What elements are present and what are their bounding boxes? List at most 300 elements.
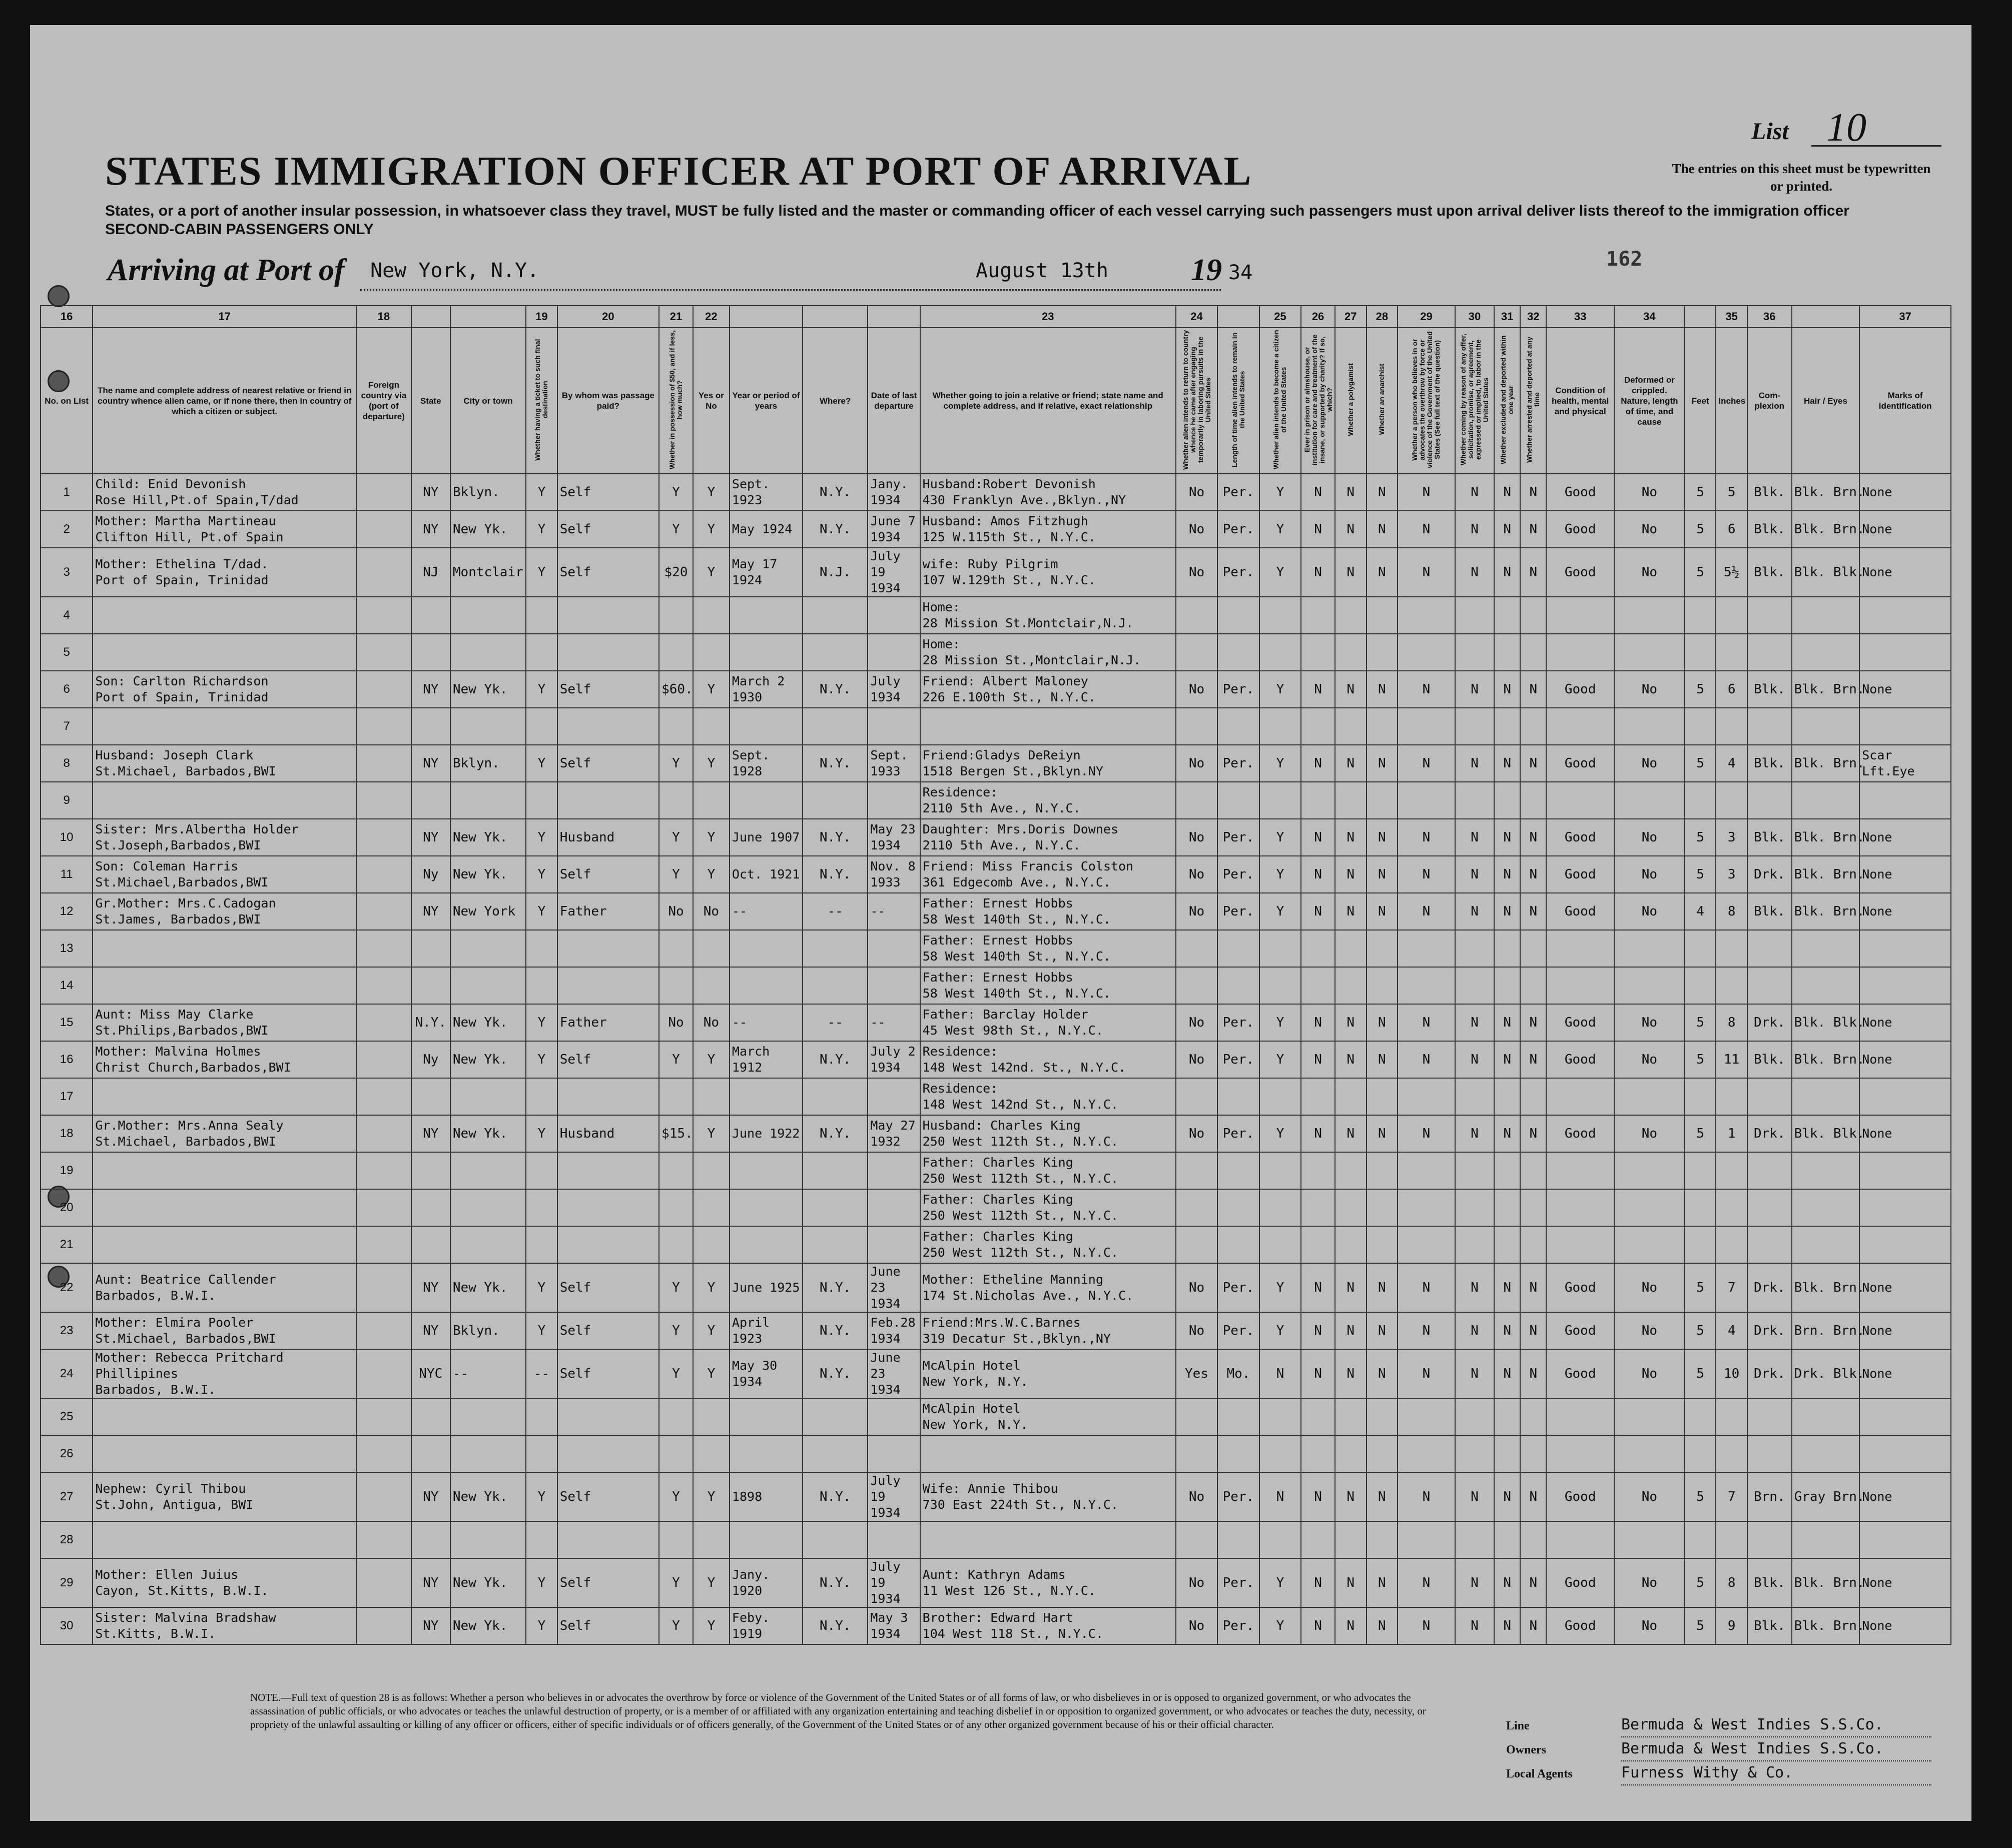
q27-cell: N bbox=[1367, 1349, 1398, 1398]
paid-by-cell: Self bbox=[557, 1607, 659, 1644]
where-cell: N.J. bbox=[803, 548, 868, 597]
stay-cell: Per. bbox=[1217, 1472, 1259, 1521]
hair-value: Blk. bbox=[1794, 485, 1826, 500]
marks-cell bbox=[1859, 1226, 1951, 1263]
line-label: Line bbox=[1506, 1719, 1530, 1732]
header-no-on-list: No. on List bbox=[41, 328, 93, 474]
q28-cell: N bbox=[1398, 1312, 1455, 1349]
stay-cell: Per. bbox=[1217, 671, 1259, 708]
q27-cell: N bbox=[1367, 474, 1398, 511]
joining-cell-line: 148 West 142nd. St., N.Y.C. bbox=[922, 1060, 1126, 1075]
paid-by-cell bbox=[557, 597, 659, 634]
ticket-cell bbox=[526, 1078, 557, 1115]
previous-yes-no-cell bbox=[693, 782, 730, 819]
where-cell: -- bbox=[803, 1004, 868, 1041]
year-cell bbox=[730, 782, 803, 819]
relative-cell bbox=[93, 893, 356, 930]
q29-cell: N bbox=[1455, 856, 1494, 893]
hair-eyes-cell bbox=[1792, 893, 1865, 930]
q26-cell: N bbox=[1335, 1607, 1367, 1644]
city-cell bbox=[450, 1078, 526, 1115]
col-number: 17 bbox=[93, 306, 356, 328]
where-cell: N.Y. bbox=[803, 511, 868, 548]
joining-cell-line: 250 West 112th St., N.Y.C. bbox=[922, 1208, 1118, 1223]
table-row bbox=[41, 1435, 1951, 1472]
table-row bbox=[41, 745, 1951, 782]
stay-cell bbox=[1217, 1189, 1259, 1226]
where-cell: N.Y. bbox=[803, 1607, 868, 1644]
paid-by-cell: Self bbox=[557, 548, 659, 597]
q30-cell: N bbox=[1494, 819, 1520, 856]
joining-cell-line: Husband: Amos Fitzhugh bbox=[922, 514, 1088, 528]
relative-cell bbox=[93, 1558, 356, 1607]
q25-cell: N bbox=[1301, 819, 1335, 856]
relative-cell bbox=[93, 1398, 356, 1435]
joining-cell-line: 11 West 126 St., N.Y.C. bbox=[922, 1583, 1096, 1598]
money-cell bbox=[659, 930, 693, 967]
complexion-cell: Drk. bbox=[1747, 1004, 1792, 1041]
inches-cell: 1 bbox=[1716, 1115, 1747, 1152]
q28-cell: N bbox=[1398, 1004, 1455, 1041]
money-cell bbox=[659, 1521, 693, 1558]
stay-cell bbox=[1217, 1398, 1259, 1435]
col-number: 26 bbox=[1301, 306, 1335, 328]
q25-cell: N bbox=[1301, 1263, 1335, 1312]
hair-eyes-cell bbox=[1792, 1558, 1865, 1607]
state-cell: NY bbox=[411, 893, 450, 930]
manifest-table bbox=[40, 305, 1951, 1645]
q27-cell: N bbox=[1367, 1312, 1398, 1349]
feet-cell: 5 bbox=[1685, 856, 1716, 893]
city-cell: New Yk. bbox=[450, 1472, 526, 1521]
table-row bbox=[41, 1115, 1951, 1152]
inches-cell bbox=[1716, 782, 1747, 819]
stay-cell: Per. bbox=[1217, 893, 1259, 930]
joining-cell-line: McAlpin Hotel bbox=[922, 1358, 1021, 1373]
paid-by-cell: Self bbox=[557, 1041, 659, 1078]
inches-cell: 3 bbox=[1716, 856, 1747, 893]
footnote: NOTE.—Full text of question 28 is as follows: Whether a person who believes in or advocates the overthrow by force or violence of the Government of the United States or of all forms of law, or who disbelieves in or is opposed to organized government, or who advocates the assassination of public officials, or who advocates or teaches the unlawful destruction of property, or is a member of or affiliated with any organization entertaining and teaching disbelief in or opposition to organized government, or who advocates or teaches the duty, necessity, or propriety of the unlawful assaulting or killing of any officer or officers, either of specific individuals or of officers generally, of the Government of the United States or of any other organized government because of his or their official character. bbox=[250, 1691, 1426, 1730]
previous-yes-no-cell bbox=[693, 967, 730, 1004]
complexion-cell bbox=[1747, 782, 1792, 819]
ticket-cell bbox=[526, 1435, 557, 1472]
relative-cell-line: Cayon, St.Kitts, B.W.I. bbox=[95, 1583, 269, 1598]
q29-cell: N bbox=[1455, 548, 1494, 597]
money-cell: No bbox=[659, 893, 693, 930]
ticket-cell: Y bbox=[526, 1115, 557, 1152]
inches-cell: 6 bbox=[1716, 511, 1747, 548]
inches-cell: 5½ bbox=[1716, 548, 1747, 597]
hair-eyes-cell bbox=[1792, 671, 1865, 708]
inches-cell: 6 bbox=[1716, 671, 1747, 708]
relative-cell bbox=[93, 671, 356, 708]
column-header-row bbox=[41, 328, 1951, 474]
foreign-country-cell bbox=[356, 1041, 411, 1078]
foreign-country-cell bbox=[356, 1435, 411, 1472]
relative-cell bbox=[93, 856, 356, 893]
col-number: 33 bbox=[1546, 306, 1614, 328]
ticket-cell bbox=[526, 930, 557, 967]
eyes-value: Brn. bbox=[1833, 1618, 1865, 1633]
paid-by-cell bbox=[557, 1189, 659, 1226]
where-cell bbox=[803, 1435, 868, 1472]
feet-cell: 5 bbox=[1685, 745, 1716, 782]
state-cell: NY bbox=[411, 1472, 450, 1521]
row-number: 8 bbox=[41, 745, 93, 782]
row-number: 25 bbox=[41, 1398, 93, 1435]
q28-cell bbox=[1398, 1152, 1455, 1189]
q28-cell bbox=[1398, 782, 1455, 819]
joining-cell-line: McAlpin Hotel bbox=[922, 1401, 1021, 1416]
hair-value: Blk. bbox=[1794, 1280, 1826, 1295]
year-cell: Sept. 1923 bbox=[730, 474, 803, 511]
departure-cell: May 27 1932 bbox=[868, 1115, 920, 1152]
joining-cell bbox=[920, 548, 1176, 597]
previous-yes-no-cell bbox=[693, 1078, 730, 1115]
eyes-value: Brn. bbox=[1833, 830, 1865, 845]
feet-cell: 5 bbox=[1685, 1607, 1716, 1644]
joining-cell-line: Husband:Robert Devonish bbox=[922, 477, 1096, 491]
citizen-cell bbox=[1259, 930, 1301, 967]
city-cell bbox=[450, 1521, 526, 1558]
q27-cell: N bbox=[1367, 671, 1398, 708]
foreign-country-cell bbox=[356, 1398, 411, 1435]
table-row bbox=[41, 708, 1951, 745]
row-number: 17 bbox=[41, 1078, 93, 1115]
relative-cell bbox=[93, 1435, 356, 1472]
header-c25-label: Ever in prison or almshouse, or institution for care and treatment of the insane, or supported by charity? If so, which? bbox=[1303, 334, 1334, 465]
health-cell: Good bbox=[1546, 1558, 1614, 1607]
money-cell: Y bbox=[659, 1041, 693, 1078]
marks-cell bbox=[1859, 930, 1951, 967]
q30-cell bbox=[1494, 930, 1520, 967]
year-cell: -- bbox=[730, 1004, 803, 1041]
table-row bbox=[41, 856, 1951, 893]
hair-value: Gray bbox=[1794, 1489, 1826, 1504]
row-number: 13 bbox=[41, 930, 93, 967]
deformed-cell: No bbox=[1614, 856, 1685, 893]
relative-cell-line: Sister: Mrs.Albertha Holder bbox=[95, 822, 299, 836]
complexion-cell bbox=[1747, 708, 1792, 745]
joining-cell-line: Friend: Miss Francis Colston bbox=[922, 859, 1134, 873]
table-row bbox=[41, 1078, 1951, 1115]
citizen-cell: Y bbox=[1259, 1115, 1301, 1152]
foreign-country-cell bbox=[356, 671, 411, 708]
deformed-cell bbox=[1614, 967, 1685, 1004]
hair-value: Blk. bbox=[1794, 1575, 1826, 1590]
year-cell bbox=[730, 967, 803, 1004]
q30-cell: N bbox=[1494, 893, 1520, 930]
eyes-value: Brn. bbox=[1833, 522, 1865, 537]
previous-yes-no-cell: No bbox=[693, 893, 730, 930]
health-cell bbox=[1546, 1435, 1614, 1472]
inches-cell bbox=[1716, 1521, 1747, 1558]
ticket-cell: Y bbox=[526, 745, 557, 782]
where-cell bbox=[803, 967, 868, 1004]
q26-cell: N bbox=[1335, 893, 1367, 930]
relative-cell-line: Aunt: Beatrice Callender bbox=[95, 1272, 276, 1287]
citizen-cell: Y bbox=[1259, 893, 1301, 930]
q28-cell: N bbox=[1398, 1349, 1455, 1398]
city-cell: Montclair bbox=[450, 548, 526, 597]
q27-cell: N bbox=[1367, 856, 1398, 893]
year-cell: June 1922 bbox=[730, 1115, 803, 1152]
hair-eyes-cell bbox=[1792, 511, 1865, 548]
q26-cell: N bbox=[1335, 1558, 1367, 1607]
header-ticket-label: Whether having a ticket to such final destination bbox=[533, 338, 549, 461]
q30-cell bbox=[1494, 1398, 1520, 1435]
departure-cell bbox=[868, 782, 920, 819]
relative-cell-line: Gr.Mother: Mrs.Anna Sealy bbox=[95, 1118, 284, 1133]
departure-cell bbox=[868, 1435, 920, 1472]
q25-cell: N bbox=[1301, 1312, 1335, 1349]
paid-by-cell bbox=[557, 1226, 659, 1263]
departure-cell bbox=[868, 597, 920, 634]
complexion-cell bbox=[1747, 1152, 1792, 1189]
deformed-cell bbox=[1614, 1398, 1685, 1435]
inches-cell: 10 bbox=[1716, 1349, 1747, 1398]
complexion-cell bbox=[1747, 634, 1792, 671]
q29-cell bbox=[1455, 967, 1494, 1004]
q28-cell bbox=[1398, 1435, 1455, 1472]
year-cell: June 1925 bbox=[730, 1263, 803, 1312]
col-number: 31 bbox=[1494, 306, 1520, 328]
state-cell: NY bbox=[411, 511, 450, 548]
purpose-cell bbox=[1176, 1521, 1217, 1558]
joining-cell-line: 58 West 140th St., N.Y.C. bbox=[922, 986, 1111, 1001]
header-c30-label: Whether excluded and deported within one year bbox=[1499, 335, 1515, 464]
health-cell bbox=[1546, 1078, 1614, 1115]
foreign-country-cell bbox=[356, 1558, 411, 1607]
state-cell: NY bbox=[411, 745, 450, 782]
header-c29 bbox=[1455, 328, 1494, 474]
departure-cell: July 19 1934 bbox=[868, 1472, 920, 1521]
departure-cell: June 23 1934 bbox=[868, 1349, 920, 1398]
joining-cell-line: Father: Ernest Hobbs bbox=[922, 970, 1073, 985]
header-c26-label: Whether a polygamist bbox=[1346, 363, 1355, 436]
purpose-cell: No bbox=[1176, 1041, 1217, 1078]
header-deformed: Deformed or crippled. Nature, length of time, and cause bbox=[1614, 328, 1685, 474]
purpose-cell bbox=[1176, 782, 1217, 819]
previous-yes-no-cell bbox=[693, 1152, 730, 1189]
q28-cell: N bbox=[1398, 1041, 1455, 1078]
relative-cell-line: Barbados, B.W.I. bbox=[95, 1382, 216, 1397]
eyes-value: Brn. bbox=[1833, 682, 1865, 697]
relative-cell bbox=[93, 1115, 356, 1152]
previous-yes-no-cell bbox=[693, 597, 730, 634]
year-cell: 1898 bbox=[730, 1472, 803, 1521]
q31-cell: N bbox=[1520, 671, 1546, 708]
city-cell: New Yk. bbox=[450, 671, 526, 708]
feet-cell bbox=[1685, 1152, 1716, 1189]
foreign-country-cell bbox=[356, 1472, 411, 1521]
eyes-value: Blk. bbox=[1833, 565, 1865, 580]
row-number: 27 bbox=[41, 1472, 93, 1521]
stay-cell: Mo. bbox=[1217, 1349, 1259, 1398]
row-number: 4 bbox=[41, 597, 93, 634]
col-number: 19 bbox=[526, 306, 557, 328]
stay-cell: Per. bbox=[1217, 548, 1259, 597]
eyes-value: Brn. bbox=[1833, 756, 1865, 771]
foreign-country-cell bbox=[356, 1152, 411, 1189]
joining-cell bbox=[920, 634, 1176, 671]
money-cell: $60. bbox=[659, 671, 693, 708]
ticket-cell bbox=[526, 782, 557, 819]
hair-value: Blk. bbox=[1794, 867, 1826, 882]
where-cell bbox=[803, 1521, 868, 1558]
paid-by-cell: Self bbox=[557, 745, 659, 782]
foreign-country-cell bbox=[356, 930, 411, 967]
q25-cell: N bbox=[1301, 474, 1335, 511]
q27-cell bbox=[1367, 708, 1398, 745]
stay-cell: Per. bbox=[1217, 1263, 1259, 1312]
citizen-cell bbox=[1259, 1226, 1301, 1263]
q25-cell: N bbox=[1301, 1607, 1335, 1644]
q30-cell bbox=[1494, 597, 1520, 634]
relative-cell bbox=[93, 930, 356, 967]
deformed-cell: No bbox=[1614, 893, 1685, 930]
health-cell bbox=[1546, 930, 1614, 967]
joining-cell bbox=[920, 782, 1176, 819]
hair-eyes-cell bbox=[1792, 1398, 1860, 1435]
complexion-cell: Blk. bbox=[1747, 745, 1792, 782]
joining-cell bbox=[920, 856, 1176, 893]
departure-cell: Feb.28 1934 bbox=[868, 1312, 920, 1349]
hair-eyes-cell bbox=[1792, 745, 1865, 782]
q26-cell bbox=[1335, 708, 1367, 745]
relative-cell bbox=[93, 819, 356, 856]
joining-cell bbox=[920, 1189, 1176, 1226]
eyes-value: Brn. bbox=[1833, 1052, 1865, 1067]
city-cell: New Yk. bbox=[450, 511, 526, 548]
feet-cell: 5 bbox=[1685, 474, 1716, 511]
health-cell bbox=[1546, 1521, 1614, 1558]
feet-cell bbox=[1685, 930, 1716, 967]
row-number: 15 bbox=[41, 1004, 93, 1041]
marks-cell: None bbox=[1859, 548, 1951, 597]
q27-cell: N bbox=[1367, 1558, 1398, 1607]
purpose-cell: No bbox=[1176, 745, 1217, 782]
stay-cell bbox=[1217, 967, 1259, 1004]
joining-cell-line: Mother: Etheline Manning bbox=[922, 1272, 1103, 1287]
citizen-cell bbox=[1259, 1398, 1301, 1435]
joining-cell-line: 125 W.115th St., N.Y.C. bbox=[922, 530, 1096, 544]
q25-cell bbox=[1301, 597, 1335, 634]
where-cell: N.Y. bbox=[803, 1115, 868, 1152]
ticket-cell: Y bbox=[526, 1312, 557, 1349]
year-cell bbox=[730, 634, 803, 671]
hair-eyes-cell bbox=[1792, 1435, 1860, 1472]
hair-value: Blk. bbox=[1794, 1052, 1826, 1067]
q28-cell: N bbox=[1398, 1607, 1455, 1644]
hair-eyes-cell bbox=[1792, 1263, 1865, 1312]
year-cell: Oct. 1921 bbox=[730, 856, 803, 893]
header-money-label: Whether in possession of $50, and if less, how much? bbox=[668, 330, 684, 469]
money-cell: Y bbox=[659, 474, 693, 511]
inches-cell: 3 bbox=[1716, 819, 1747, 856]
table-row bbox=[41, 1152, 1951, 1189]
joining-cell-line: wife: Ruby Pilgrim bbox=[922, 557, 1058, 571]
paid-by-cell bbox=[557, 1521, 659, 1558]
paid-by-cell: Husband bbox=[557, 819, 659, 856]
departure-cell bbox=[868, 1189, 920, 1226]
departure-cell: -- bbox=[868, 1004, 920, 1041]
joining-cell-line: 58 West 140th St., N.Y.C. bbox=[922, 912, 1111, 927]
where-cell: N.Y. bbox=[803, 474, 868, 511]
col-number: 23 bbox=[920, 306, 1176, 328]
previous-yes-no-cell: Y bbox=[693, 1349, 730, 1398]
feet-cell bbox=[1685, 1435, 1716, 1472]
relative-cell-line: St.Michael, Barbados,BWI bbox=[95, 764, 276, 778]
feet-cell: 5 bbox=[1685, 1041, 1716, 1078]
stay-cell: Per. bbox=[1217, 1558, 1259, 1607]
col-number bbox=[411, 306, 450, 328]
health-cell: Good bbox=[1546, 474, 1614, 511]
deformed-cell bbox=[1614, 634, 1685, 671]
city-cell bbox=[450, 1152, 526, 1189]
q25-cell bbox=[1301, 967, 1335, 1004]
foreign-country-cell bbox=[356, 893, 411, 930]
hair-value: Drk. bbox=[1794, 1366, 1826, 1381]
city-cell bbox=[450, 930, 526, 967]
q26-cell: N bbox=[1335, 819, 1367, 856]
stay-cell: Per. bbox=[1217, 1115, 1259, 1152]
relative-cell-line: Child: Enid Devonish bbox=[95, 477, 246, 491]
marks-cell: None bbox=[1859, 1041, 1951, 1078]
health-cell bbox=[1546, 967, 1614, 1004]
money-cell bbox=[659, 1152, 693, 1189]
header-relative: The name and complete address of nearest relative or friend in country whence alien came, or if none there, then in country of which a citizen or subject. bbox=[93, 328, 356, 474]
q28-cell bbox=[1398, 1078, 1455, 1115]
purpose-cell: No bbox=[1176, 1263, 1217, 1312]
deformed-cell bbox=[1614, 708, 1685, 745]
inches-cell bbox=[1716, 1398, 1747, 1435]
complexion-cell: Blk. bbox=[1747, 671, 1792, 708]
q29-cell: N bbox=[1455, 474, 1494, 511]
health-cell bbox=[1546, 597, 1614, 634]
paid-by-cell: Self bbox=[557, 1349, 659, 1398]
q30-cell bbox=[1494, 1189, 1520, 1226]
joining-cell bbox=[920, 1472, 1176, 1521]
q31-cell: N bbox=[1520, 1263, 1546, 1312]
joining-cell bbox=[920, 1115, 1176, 1152]
purpose-cell: No bbox=[1176, 819, 1217, 856]
purpose-cell: No bbox=[1176, 1312, 1217, 1349]
complexion-cell: Blk. bbox=[1747, 1558, 1792, 1607]
q25-cell: N bbox=[1301, 1349, 1335, 1398]
where-cell: N.Y. bbox=[803, 1312, 868, 1349]
relative-cell-line: St.James, Barbados,BWI bbox=[95, 912, 261, 927]
hair-eyes-cell bbox=[1792, 708, 1860, 745]
joining-cell-line: 45 West 98th St., N.Y.C. bbox=[922, 1023, 1103, 1038]
previous-yes-no-cell bbox=[693, 1398, 730, 1435]
q31-cell bbox=[1520, 1078, 1546, 1115]
city-cell: New Yk. bbox=[450, 1004, 526, 1041]
feet-cell: 5 bbox=[1685, 1263, 1716, 1312]
q30-cell: N bbox=[1494, 1558, 1520, 1607]
marks-cell bbox=[1859, 634, 1951, 671]
citizen-cell bbox=[1259, 1521, 1301, 1558]
relative-cell bbox=[93, 1521, 356, 1558]
citizen-cell bbox=[1259, 1435, 1301, 1472]
joining-cell bbox=[920, 1078, 1176, 1115]
hair-eyes-cell bbox=[1792, 819, 1865, 856]
foreign-country-cell bbox=[356, 634, 411, 671]
relative-cell bbox=[93, 1004, 356, 1041]
joining-cell bbox=[920, 1226, 1176, 1263]
joining-cell-line: Father: Ernest Hobbs bbox=[922, 896, 1073, 910]
q31-cell bbox=[1520, 930, 1546, 967]
